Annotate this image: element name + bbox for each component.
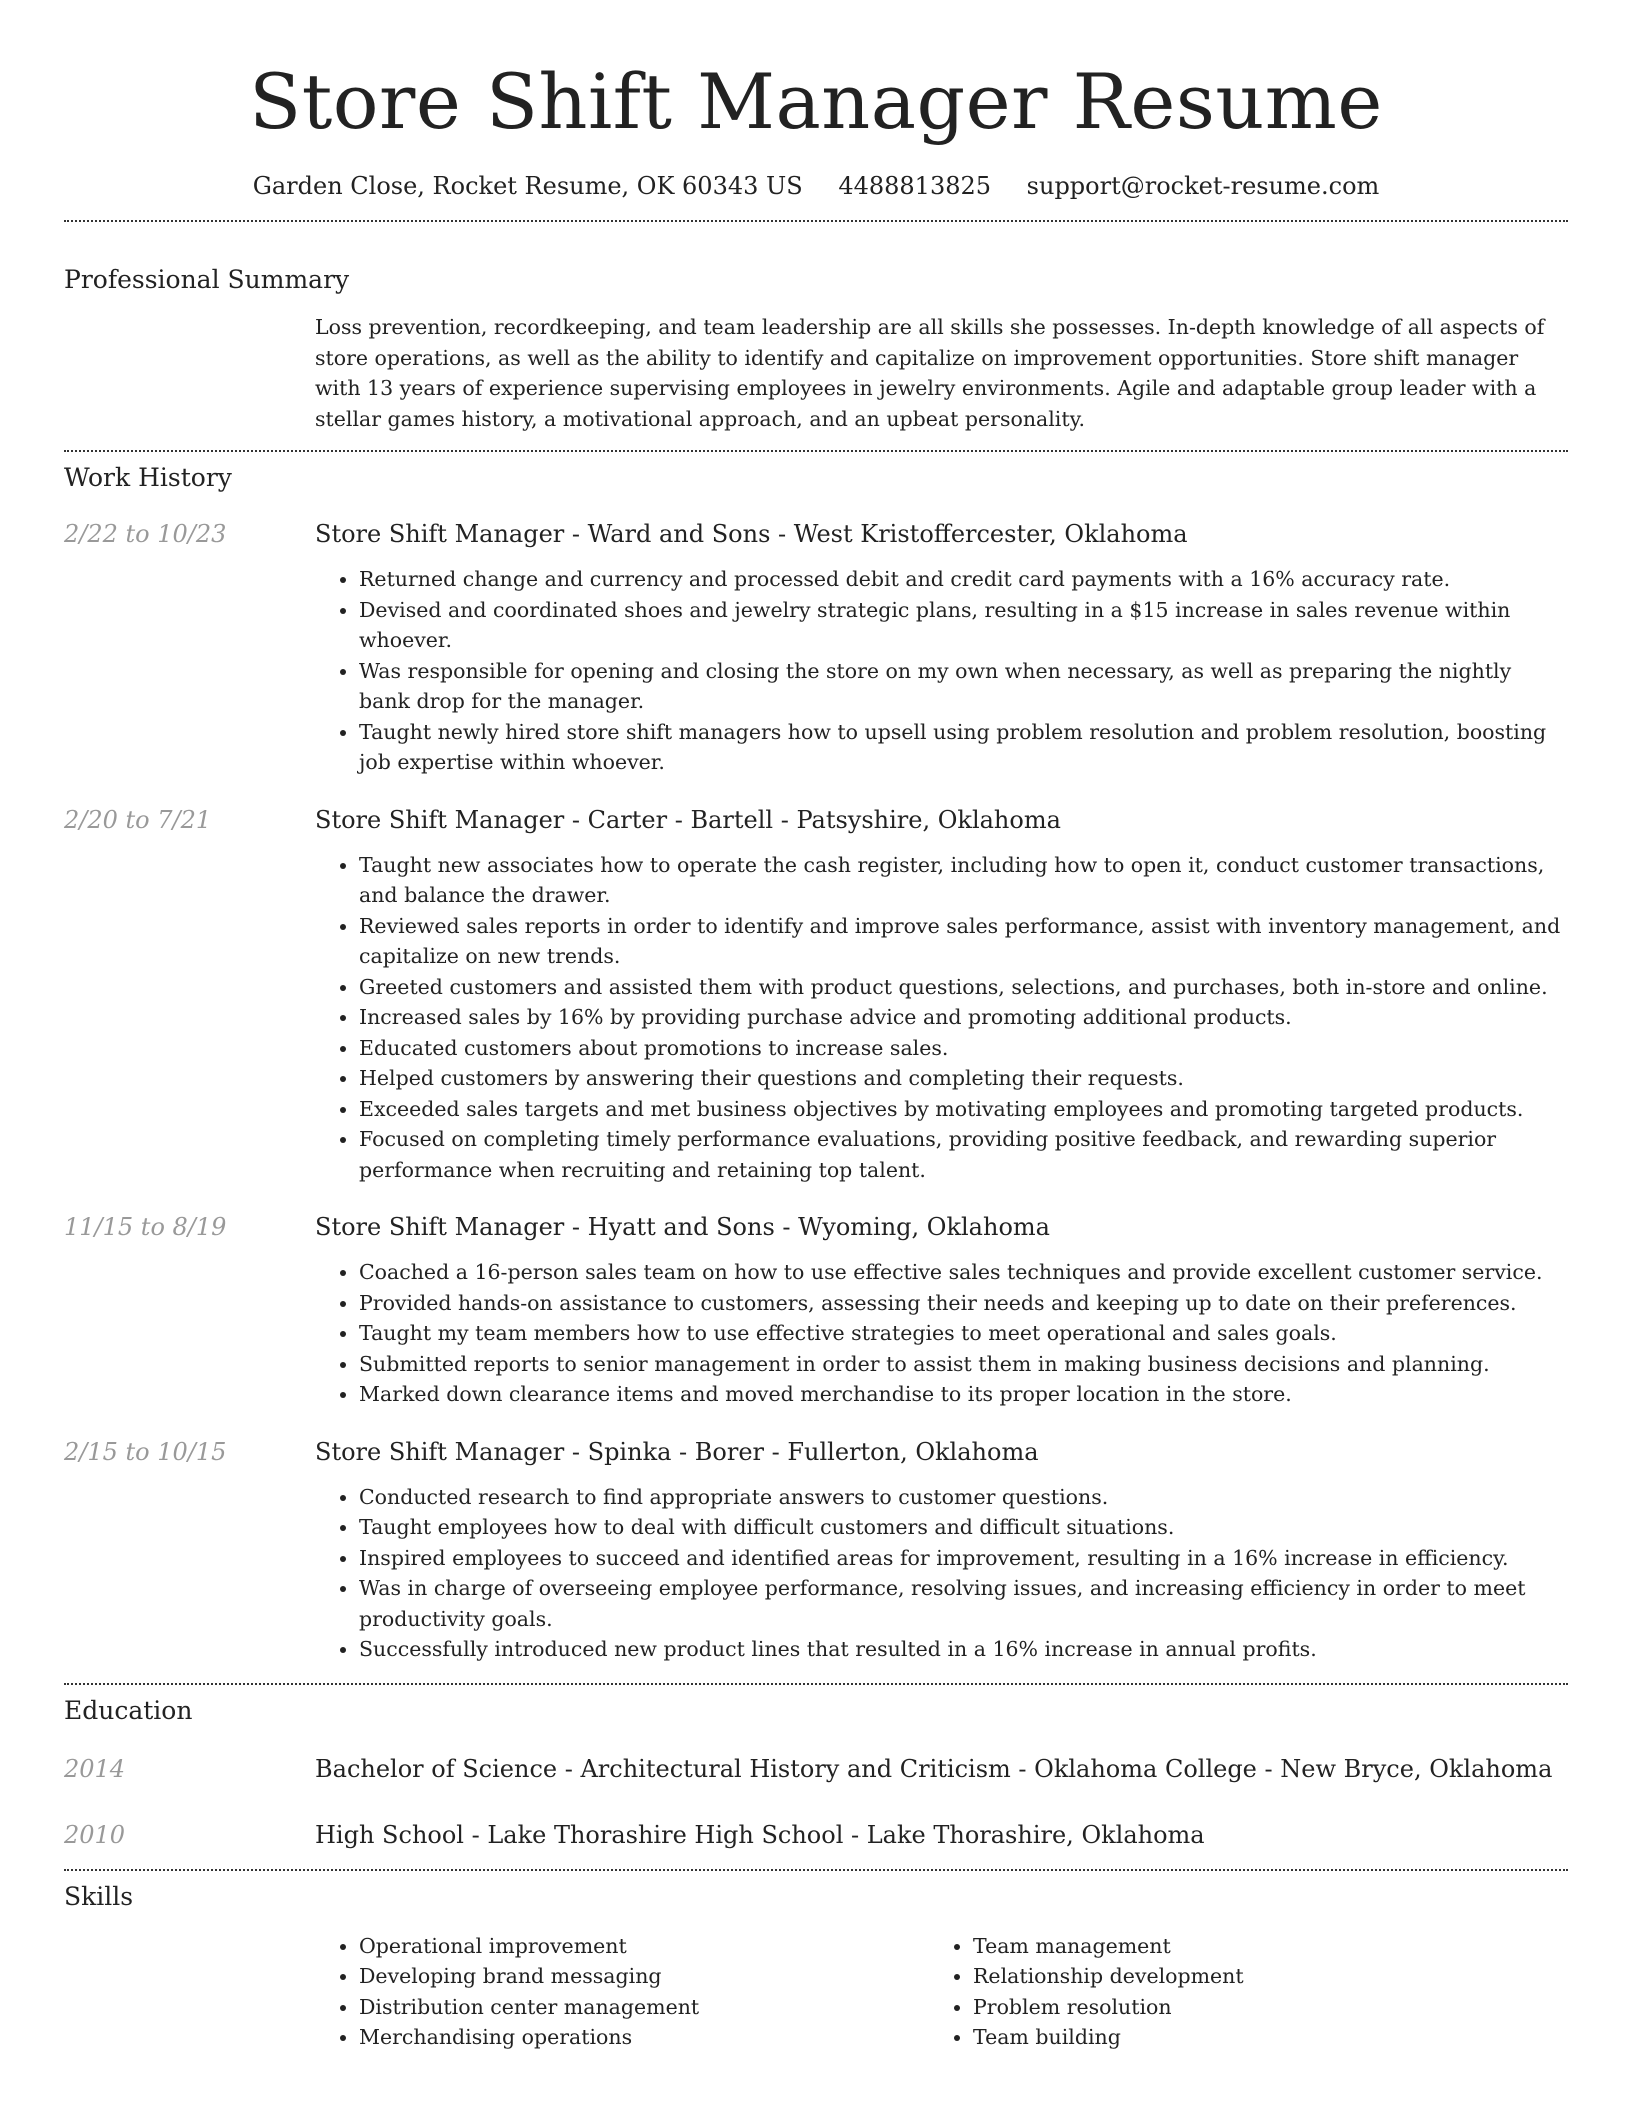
job-title: Store Shift Manager - Ward and Sons - West Kristoffercester, Oklahoma [315,520,1188,548]
summary-text: Loss prevention, recordkeeping, and team leadership are all skills she possesses. In-depth knowledge of all aspects of store operations, as well as the ability to identify and capitalize on improvement opportunities. Store shift manager with 13 years of experience supervising employees in jewelry environments. Agile and adaptable group leader with a stellar games history, a motivational approach, and an upbeat personality. [315,315,1545,431]
skills-heading: Skills [64,1881,134,1911]
list-item: • Focused on completing timely performance evaluations, providing positive feedback, and rewarding superior performance when recruiting and retaining top talent. [359,1124,1568,1185]
job-dates: 2/20 to 7/21 [64,805,212,834]
work-history-section [64,452,1568,1665]
skill-item: • Distribution center management [359,1992,929,2023]
list-item: • Returned change and currency and processed debit and credit card payments with a 16% accuracy rate. [359,564,1568,595]
address-text: Garden Close, Rocket Resume, OK 60343 US [252,172,803,200]
list-item: • Successfully introduced new product lines that resulted in a 16% increase in annual profits. [359,1634,1568,1665]
education-year: 2010 [64,1820,126,1849]
skill-item: • Merchandising operations [359,2022,929,2053]
job-dates: 2/22 to 10/23 [64,520,227,548]
education-year: 2014 [64,1754,126,1783]
list-item: • Helped customers by answering their questions and completing their requests. [359,1063,1568,1094]
job-title: Store Shift Manager - Spinka - Borer - Fullerton, Oklahoma [315,1437,1039,1466]
skill-item: • Developing brand messaging [359,1961,929,1992]
job-bullets [315,564,1568,778]
job-bullets [315,850,1568,1186]
skills-column-right [929,1931,1473,2053]
list-item: • Increased sales by 16% by providing purchase advice and promoting additional products. [359,1002,1568,1033]
job-body [315,1436,1568,1665]
list-item: • Inspired employees to succeed and identified areas for improvement, resulting in a 16% increase in efficiency. [359,1543,1568,1574]
list-item: • Taught newly hired store shift managers how to upsell using problem resolution and problem resolution, boosting job expertise within whoever. [359,717,1568,778]
job-title: Store Shift Manager - Hyatt and Sons - Wyoming, Oklahoma [315,1213,1050,1241]
skills-grid [315,1931,1568,2053]
phone-text: 4488813825 [838,172,992,200]
job-body [315,1211,1568,1410]
resume-title: Store Shift Manager Resume [249,57,1383,146]
job-dates: 2/15 to 10/15 [64,1437,227,1466]
list-item: • Marked down clearance items and moved merchandise to its proper location in the store. [359,1379,1568,1410]
skills-section [64,1871,1568,2053]
education-text: Bachelor of Science - Architectural History and Criticism - Oklahoma College - New Bryce, Oklahoma [315,1754,1553,1783]
list-item: • Exceeded sales targets and met business objectives by motivating employees and promoting targeted products. [359,1094,1568,1125]
skill-item: • Operational improvement [359,1931,929,1962]
skills-column-left [315,1931,929,2053]
list-item: • Educated customers about promotions to increase sales. [359,1033,1568,1064]
list-item: • Was responsible for opening and closing the store on my own when necessary, as well as preparing the nightly bank drop for the manager. [359,656,1568,717]
education-heading: Education [64,1695,193,1725]
email-text: support@rocket-resume.com [1026,172,1380,200]
job-entry [64,1211,1568,1410]
list-item: • Conducted research to find appropriate answers to customer questions. [359,1482,1568,1513]
list-item: • Provided hands-on assistance to customers, assessing their needs and keeping up to date on their preferences. [359,1288,1568,1319]
resume-page [64,0,1568,2053]
list-item: • Submitted reports to senior management in order to assist them in making business decisions and planning. [359,1349,1568,1380]
education-entry [64,1753,1568,1785]
list-item: • Was in charge of overseeing employee performance, resolving issues, and increasing efficiency in order to meet productivity goals. [359,1573,1568,1634]
education-section [64,1685,1568,1851]
skill-item: • Problem resolution [973,1992,1473,2023]
job-body [315,518,1568,778]
list-item: • Taught employees how to deal with difficult customers and difficult situations. [359,1512,1568,1543]
job-bullets [315,1257,1568,1410]
summary-heading: Professional Summary [64,265,350,294]
work-history-heading: Work History [64,463,232,492]
education-entry [64,1819,1568,1851]
contact-line [64,170,1568,202]
list-item: • Taught my team members how to use effective strategies to meet operational and sales goals. [359,1318,1568,1349]
list-item: • Taught new associates how to operate the cash register, including how to open it, conduct customer transactions, and balance the drawer. [359,850,1568,911]
skill-item: • Team management [973,1931,1473,1962]
job-title: Store Shift Manager - Carter - Bartell - Patsyshire, Oklahoma [315,805,1061,834]
education-text: High School - Lake Thorashire High School - Lake Thorashire, Oklahoma [315,1820,1205,1849]
job-bullets [315,1482,1568,1665]
job-dates: 11/15 to 8/19 [64,1213,227,1241]
skill-item: • Relationship development [973,1961,1473,1992]
job-entry [64,1436,1568,1665]
job-entry [64,518,1568,778]
job-body [315,804,1568,1186]
list-item: • Coached a 16-person sales team on how to use effective sales techniques and provide excellent customer service. [359,1257,1568,1288]
list-item: • Reviewed sales reports in order to identify and improve sales performance, assist with inventory management, and capitalize on new trends. [359,911,1568,972]
list-item: • Greeted customers and assisted them with product questions, selections, and purchases, both in-store and online. [359,972,1568,1003]
summary-section [64,222,1568,450]
list-item: • Devised and coordinated shoes and jewelry strategic plans, resulting in a $15 increase in sales revenue within whoever. [359,595,1568,656]
skill-item: • Team building [973,2022,1473,2053]
job-entry [64,804,1568,1186]
